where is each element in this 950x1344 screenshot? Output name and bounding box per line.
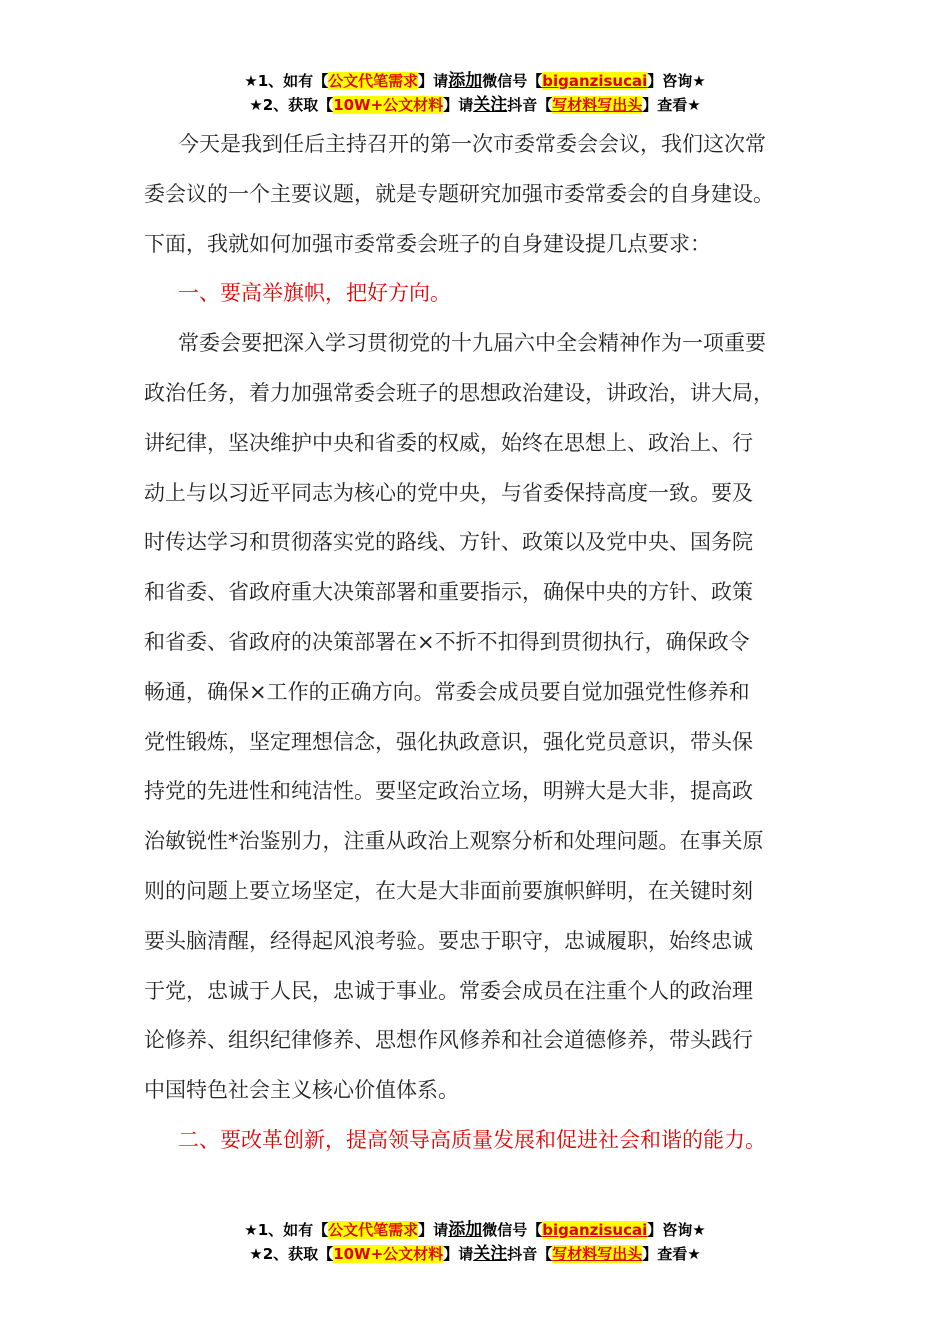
highlight-materials: 10W+公文材料: [333, 96, 444, 114]
underlined-text: 添加: [448, 1220, 483, 1240]
banner-line-1: [0, 69, 950, 93]
text-line: 今天是我到任后主持召开的第一次市委常委会会议，我们这次常: [178, 132, 766, 156]
banner-text: 】请: [443, 96, 474, 114]
underlined-text: 添加: [448, 71, 483, 91]
banner-line-2: [0, 93, 950, 117]
banner-text: 抖音【: [507, 96, 553, 114]
text-line: 讲纪律，坚决维护中央和省委的权威，始终在思想上、政治上、行: [144, 430, 753, 455]
text-line: 和省委、省政府重大决策部署和重要指示，确保中央的方针、政策: [144, 580, 753, 605]
text-line: 治敏锐性*治鉴别力，注重从政治上观察分析和处理问题。在事关原: [144, 829, 764, 854]
banner-text: ★1、如有【: [244, 1221, 329, 1239]
banner-text: 】请: [418, 1221, 449, 1239]
banner-text: 】咨询★: [647, 72, 706, 90]
underlined-text: 关注: [473, 95, 508, 115]
paragraph: [144, 319, 834, 1116]
ad-banner-bottom: [0, 1218, 950, 1266]
banner-text: 微信号【: [482, 72, 543, 90]
text-line: 和省委、省政府的决策部署在×不折不扣得到贯彻执行，确保政令: [144, 629, 750, 654]
banner-text: ★2、获取【: [249, 96, 334, 114]
banner-text: 微信号【: [482, 1221, 543, 1239]
highlight-materials: 10W+公文材料: [333, 1245, 444, 1263]
banner-text: ★1、如有【: [244, 72, 329, 90]
banner-text: 】请: [418, 72, 449, 90]
section-heading: [144, 1116, 834, 1166]
text-line: 动上与以习近平同志为核心的党中央，与省委保持高度一致。要及: [144, 480, 753, 505]
wechat-id: biganzisucai: [542, 72, 648, 90]
wechat-id: biganzisucai: [542, 1221, 648, 1239]
text-line: 二、要改革创新，提高领导高质量发展和促进社会和谐的能力。: [178, 1127, 766, 1152]
paragraph: [144, 120, 834, 269]
section-heading: [144, 269, 834, 319]
text-line: 要头脑清醒，经得起风浪考验。要忠于职守，忠诚履职，始终忠诚: [144, 928, 753, 953]
text-line: 则的问题上要立场坚定，在大是大非面前要旗帜鲜明，在关键时刻: [144, 878, 753, 903]
ad-banner-top: [0, 69, 950, 117]
douyin-account: 写材料写出头: [552, 96, 643, 114]
text-line: 时传达学习和贯彻落实党的路线、方针、政策以及党中央、国务院: [144, 530, 753, 555]
text-line: 委会议的一个主要议题，就是专题研究加强市委常委会的自身建设。: [144, 181, 774, 206]
banner-text: 】请: [443, 1245, 474, 1263]
text-line: 论修养、组织纪律修养、思想作风修养和社会道德修养，带头践行: [144, 1028, 753, 1053]
text-line: 中国特色社会主义核心价值体系。: [144, 1078, 459, 1103]
highlight-service: 公文代笔需求: [328, 1221, 419, 1239]
text-line: 于党，忠诚于人民，忠诚于事业。常委会成员在注重个人的政治理: [144, 978, 753, 1003]
text-line: 下面，我就如何加强市委常委会班子的自身建设提几点要求：: [144, 231, 711, 256]
highlight-service: 公文代笔需求: [328, 72, 419, 90]
document-body: [144, 120, 834, 1166]
text-line: 畅通，确保×工作的正确方向。常委会成员要自觉加强党性修养和: [144, 679, 750, 704]
text-line: 党性锻炼，坚定理想信念，强化执政意识，强化党员意识，带头保: [144, 729, 753, 754]
banner-line-2: [0, 1242, 950, 1266]
douyin-account: 写材料写出头: [552, 1245, 643, 1263]
text-line: 一、要高举旗帜，把好方向。: [178, 281, 451, 306]
banner-text: 】查看★: [642, 1245, 701, 1263]
banner-text: 】查看★: [642, 96, 701, 114]
banner-text: 抖音【: [507, 1245, 553, 1263]
text-line: 政治任务，着力加强常委会班子的思想政治建设，讲政治，讲大局，: [144, 380, 774, 405]
banner-text: 】咨询★: [647, 1221, 706, 1239]
text-line: 常委会要把深入学习贯彻党的十九届六中全会精神作为一项重要: [178, 331, 766, 356]
text-line: 持党的先进性和纯洁性。要坚定政治立场，明辨大是大非，提高政: [144, 779, 753, 804]
banner-line-1: [0, 1218, 950, 1242]
banner-text: ★2、获取【: [249, 1245, 334, 1263]
underlined-text: 关注: [473, 1244, 508, 1264]
